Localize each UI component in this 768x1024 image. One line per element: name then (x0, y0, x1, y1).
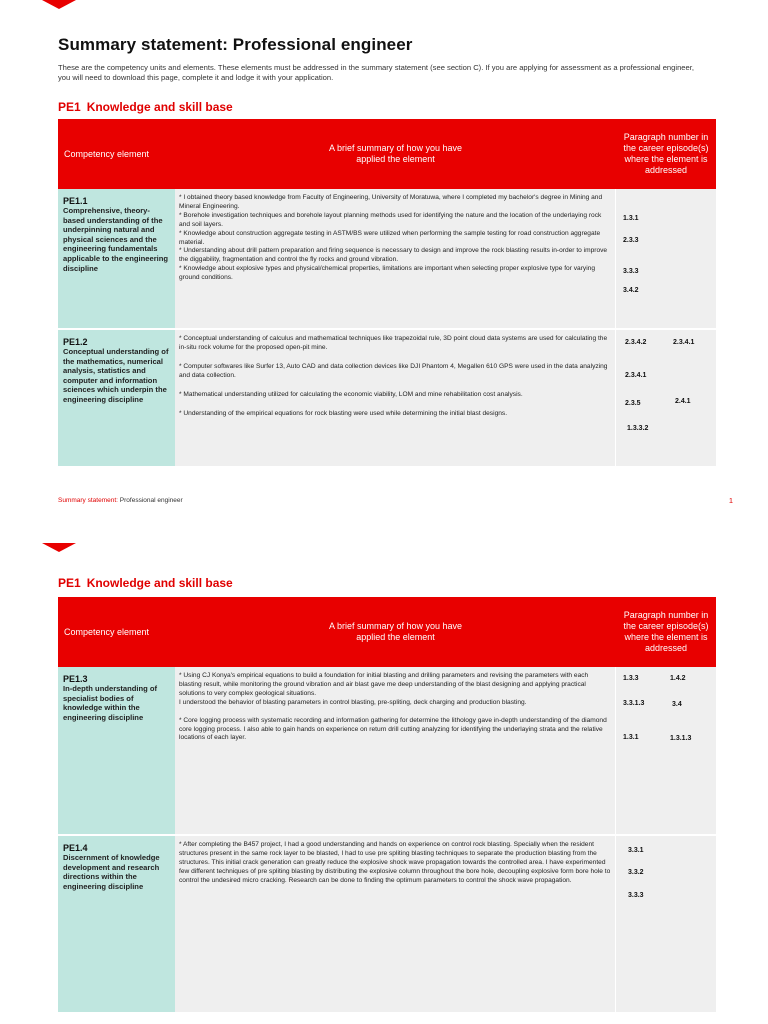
section-code: PE1 (58, 576, 81, 590)
paragraph-ref: 2.3.4.1 (673, 339, 695, 346)
paragraph-ref: 1.3.1 (623, 215, 639, 222)
header-competency-element: Competency element (64, 627, 150, 637)
page-number: 1 (728, 496, 733, 505)
paragraph-ref: 3.3.3 (623, 268, 639, 275)
paragraph-cell (616, 836, 716, 1012)
summary-line: * I obtained theory based knowledge from Faculty of Engineering, University of Moratuwa, where I completed my bachelor's degree in Mining and Mineral Engineering. (179, 194, 603, 210)
summary-line: * Conceptual understanding of calculus and mathematical techniques like trapezoidal rule, 3D point cloud data systems are used for calculating the in-situ rock volume for the proposed open-pit mine. (179, 335, 608, 351)
table-row (58, 330, 716, 468)
summary-cell (175, 667, 616, 834)
summary-line: I understood the behavior of blasting parameters in control blasting, pre-spliting, deck charging and production blasting. (179, 698, 527, 706)
summary-cell (175, 836, 616, 1012)
paragraph-cell (616, 330, 716, 466)
footer-prefix: Summary statement: (58, 497, 118, 504)
element-code: PE1.3 (63, 674, 88, 684)
element-cell (58, 189, 175, 328)
summary-line: * Using CJ Konya's empirical equations to build a foundation for initial blasting and drilling parameters and revising the parameters with each blasting result, while monitoring the ground vibration and air blast gave me deep understanding of the blast designing and applying practical solutions to very complex geological situations. (179, 672, 589, 697)
element-description: Conceptual understanding of the mathematics, numerical analysis, statistics and computer and information sciences which underpin the engineering discipline (63, 347, 169, 404)
section-name: Knowledge and skill base (86, 576, 233, 590)
summary-line: * Core logging process with systematic recording and information gathering for determine the lithology gave in-depth understanding of the diamond core logging process. I also able to gain hands on experience on return drill cutting analyzing for identifying the underlaying strata and the relative locations of each layer. (179, 716, 607, 742)
paragraph-ref: 3.3.1 (628, 847, 644, 854)
element-description: Discernment of knowledge development and research directions within the engineering discipline (63, 853, 160, 891)
paragraph-ref: 3.3.2 (628, 869, 644, 876)
summary-line: * Knowledge about explosive types and physical/chemical properties, limitations are important when selecting proper explosive type for varying ground conditions. (179, 265, 595, 282)
header-summary-text: A brief summary of how you have applied the element (328, 621, 463, 642)
element-cell (58, 330, 175, 466)
paragraph-ref: 2.4.1 (675, 398, 691, 405)
element-cell (58, 836, 175, 1012)
header-summary (175, 597, 616, 667)
header-paragraph-number: Paragraph number in the career episode(s) where the element is addressed (623, 132, 709, 175)
summary-line: * Understanding about drill pattern preparation and firing sequence is necessary to design and improve the rock blasting results in-order to improve the diggability, fragmentation and control the fly rocks and ground vibration. (179, 247, 608, 264)
paragraph-ref: 2.3.4.1 (625, 372, 647, 379)
summary-cell (175, 189, 616, 328)
paragraph-ref: 3.3.3 (628, 892, 644, 899)
header-paragraph-number: Paragraph number in the career episode(s) where the element is addressed (623, 610, 709, 653)
paragraph-ref: 3.4 (672, 701, 682, 708)
element-code: PE1.1 (63, 196, 88, 206)
paragraph-ref: 1.4.2 (670, 675, 686, 682)
element-code: PE1.2 (63, 337, 88, 347)
section-code: PE1 (58, 100, 81, 114)
section-name: Knowledge and skill base (86, 100, 233, 114)
table-header (58, 597, 716, 667)
element-description: Comprehensive, theory-based understanding of the underpinning natural and physical sciences and the engineering fundamentals applicable to the engineering discipline (63, 206, 169, 273)
paragraph-ref: 2.3.5 (625, 400, 641, 407)
paragraph-ref: 1.3.3.2 (627, 425, 649, 432)
paragraph-cell (616, 667, 716, 834)
paragraph-ref: 1.3.1.3 (670, 735, 692, 742)
paragraph-ref: 1.3.1 (623, 734, 639, 741)
summary-line: * Computer softwares like Surfer 13, Auto CAD and data collection devices like DJI Phantom 4, Megallen 610 GPS were used in the data analyzing and data collection. (179, 362, 608, 379)
section-title (58, 576, 233, 590)
paragraph-ref: 3.4.2 (623, 287, 639, 294)
chevron-down-icon (42, 0, 76, 9)
table-row (58, 189, 716, 330)
section-title (58, 100, 233, 114)
summary-cell (175, 330, 616, 466)
summary-line: * Knowledge about construction aggregate testing in ASTM/BS were utilized when performing the sample testing for road construction aggregate material. (179, 229, 601, 246)
summary-line: * Understanding of the empirical equations for rock blasting were used while determining the initial blast designs. (179, 409, 508, 417)
element-code: PE1.4 (63, 843, 88, 853)
paragraph-ref: 1.3.3 (623, 675, 639, 682)
table-header (58, 119, 716, 189)
summary-line: * Mathematical understanding utilized for calculating the economic viability, LOM and mine rehabilitation cost analysis. (179, 390, 523, 398)
competency-table (58, 597, 716, 1014)
paragraph-ref: 2.3.3 (623, 237, 639, 244)
element-cell (58, 667, 175, 834)
intro-text: These are the competency units and elements. These elements must be addressed in the summary statement (see section C). If you are applying for assessment as a professional engineer, you will need to download this page, complete it and lodge it with your application. (58, 63, 694, 82)
header-competency-element: Competency element (64, 149, 150, 159)
paragraph-ref: 2.3.4.2 (625, 339, 647, 346)
paragraph-ref: 3.3.1.3 (623, 700, 645, 707)
summary-line: * Borehole investigation techniques and borehole layout planning methods used for identifying the nature and the location of the underlaying rock and soil layers. (179, 211, 602, 228)
header-summary (175, 119, 616, 189)
table-row (58, 836, 716, 1014)
competency-table (58, 119, 716, 468)
page-title: Summary statement: Professional engineer (58, 35, 413, 54)
element-description: In-depth understanding of specialist bodies of knowledge within the engineering discipline (63, 684, 158, 722)
chevron-down-icon (42, 543, 76, 552)
paragraph-cell (616, 189, 716, 328)
page-footer (58, 497, 183, 504)
header-summary-text: A brief summary of how you have applied the element (328, 143, 463, 164)
table-row (58, 667, 716, 836)
footer-suffix: Professional engineer (119, 497, 183, 504)
summary-line: * After completing the B457 project, I had a good understanding and hands on experience on control rock blasting. Specially when the resident structures present in the same rock layer to be blasted, I had to use pre spliting blasting techniques to separate the production blasting from the structures. This initial crack generation can greatly reduce the explosive shock wave propagation towards the controlled area. I have experimented few different techniques of pre spliting blasting by distributing the explosive column throughout the bore hole, decoupling explosive form bore hole to control the undesired micro cracking. Research can be done to finding the optimum parameters to control the shock wave propagation. (179, 841, 611, 884)
